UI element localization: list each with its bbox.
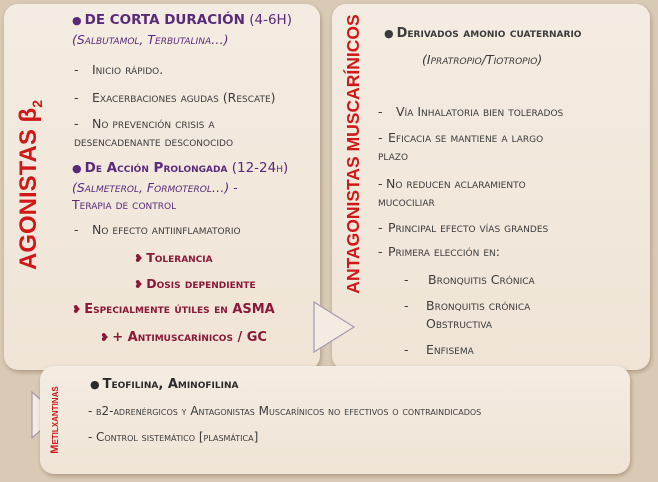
short-acting-heading: ● DE CORTA DURACIÓN (4-6H)	[72, 12, 292, 28]
sub-list-item: - Bronquitis crónica	[404, 298, 531, 313]
agonistas-panel	[4, 4, 320, 370]
derivados-drugs: (Ipratropio/Tiotropio)	[422, 52, 543, 67]
sub-list-item-continuation: Obstructiva	[426, 316, 493, 331]
list-item-continuation: mucociliar	[378, 194, 435, 209]
arrow-right-icon	[312, 300, 356, 354]
long-acting-control: Terapia de control	[72, 197, 177, 212]
antagonistas-vertical-label: ANTAGONISTAS MUSCARÍNICOS	[343, 14, 363, 294]
list-item: - Primera elección en:	[378, 244, 500, 259]
long-acting-heading: ● De Acción Prolongada (12-24h)	[72, 160, 289, 176]
long-acting-drugs: (Salmeterol, Formoterol…) -	[72, 180, 238, 195]
list-item-continuation: plazo	[378, 148, 409, 163]
list-item: - No reducen aclaramiento	[378, 176, 526, 191]
antagonistas-panel	[332, 4, 650, 370]
metilxantinas-line: - β2-adrenérgicos y Antagonistas Muscarínicos no efectivos o contraindicados	[88, 404, 482, 418]
list-item: - Exacerbaciones agudas (Rescate)	[74, 90, 276, 105]
derivados-heading: ● Derivados amonio cuaternario	[384, 26, 582, 41]
metilxantinas-line: - Control sistemático [plasmática]	[88, 430, 259, 444]
agonistas-vertical-label: AGONISTAS $\beta_2$	[15, 100, 45, 271]
short-acting-drugs: (Salbutamol, Terbutalina…)	[72, 32, 229, 47]
metilxantinas-panel	[40, 366, 630, 474]
antimuscarinicos-item: ❥ + Antimuscarínicos / GC	[100, 330, 267, 345]
asma-item: ❥ Especialmente útiles en ASMA	[72, 302, 275, 317]
list-item: - Principal efecto vías grandes	[378, 220, 549, 235]
list-item-continuation: desencadenante desconocido	[74, 134, 234, 149]
list-item: - Vía Inhalatoria bien tolerados	[378, 104, 564, 119]
sub-list-item: - Enfisema	[404, 342, 474, 357]
list-item: - No prevención crisis a	[74, 116, 215, 131]
tolerancia-item: ❥ Tolerancia	[134, 250, 213, 265]
list-item: - No efecto antiinflamatorio	[74, 222, 241, 237]
list-item: - Inicio rápido.	[74, 62, 164, 77]
dosis-item: ❥ Dosis dependiente	[134, 276, 256, 291]
sub-list-item: - Bronquitis Crónica	[404, 272, 535, 287]
metilxantinas-heading: ● Teofilina, Aminofilina	[90, 377, 239, 392]
list-item: - Eficacia se mantiene a largo	[378, 130, 544, 145]
metilxantinas-vertical-label: Metilxantinas	[49, 386, 61, 454]
